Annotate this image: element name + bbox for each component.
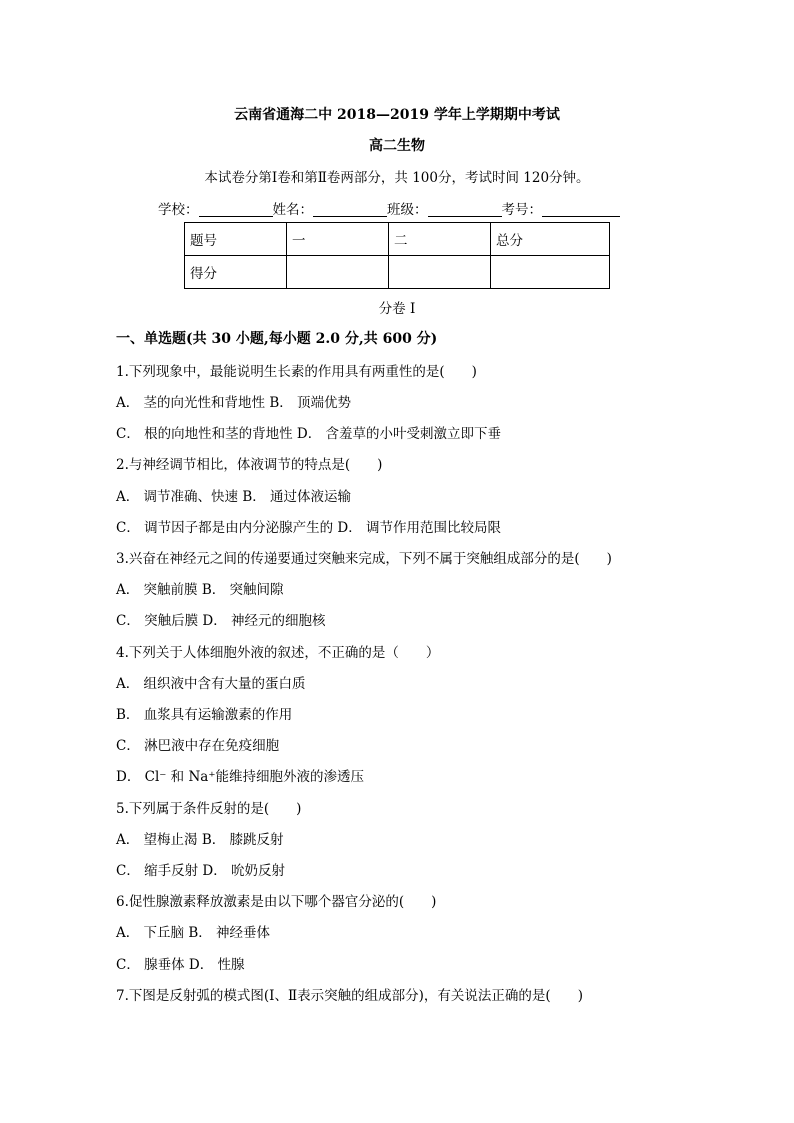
question-line: 1.下列现象中，最能说明生长素的作用具有两重性的是( ) (116, 364, 477, 380)
exam-note: 本试卷分第Ⅰ卷和第Ⅱ卷两部分，共 100分，考试时间 120分钟。 (204, 170, 590, 186)
school-label: 学校： (158, 202, 199, 218)
question-line: C． 调节因子都是由内分泌腺产生的 D． 调节作用范围比较局限 (116, 520, 502, 536)
question-line: 2.与神经调节相比，体液调节的特点是( ) (116, 457, 383, 473)
question-line: A． 茎的向光性和背地性 B． 顶端优势 (116, 395, 352, 411)
class-label: 班级： (387, 202, 428, 218)
score-cell[interactable] (491, 256, 610, 289)
question-line: C． 突触后膜 D． 神经元的细胞核 (116, 613, 326, 629)
score-table-header: 总分 (491, 223, 610, 256)
exam-no-blank[interactable] (542, 202, 620, 217)
question-line: 4.下列关于人体细胞外液的叙述，不正确的是（ ） (116, 645, 440, 661)
question-line: 7.下图是反射弧的模式图(Ⅰ、Ⅱ表示突触的组成部分)，有关说法正确的是( ) (116, 988, 583, 1004)
question-line: 6.促性腺激素释放激素是由以下哪个器官分泌的( ) (116, 894, 437, 910)
name-label: 姓名： (272, 202, 313, 218)
question-line: C． 腺垂体 D． 性腺 (116, 957, 245, 973)
exam-subject: 高二生物 (369, 138, 425, 154)
score-table (184, 222, 610, 289)
part-heading: 一、单选题(共 30 小题,每小题 2.0 分,共 600 分) (116, 331, 438, 347)
section-label: 分卷 I (378, 301, 416, 317)
exam-title: 云南省通海二中 2018—2019 学年上学期期中考试 (234, 107, 560, 123)
question-line: A． 突触前膜 B． 突触间隙 (116, 582, 284, 598)
question-line: C． 根的向地性和茎的背地性 D． 含羞草的小叶受刺激立即下垂 (116, 426, 502, 442)
exam-no-label: 考号： (501, 202, 542, 218)
question-line: A． 组织液中含有大量的蛋白质 (116, 676, 306, 692)
question-line: C． 淋巴液中存在免疫细胞 (116, 738, 280, 754)
class-blank[interactable] (428, 202, 502, 217)
score-cell[interactable] (287, 256, 389, 289)
score-table-header: 二 (389, 223, 491, 256)
score-table-header-row (185, 223, 610, 256)
student-info-row (158, 198, 620, 218)
question-line: A． 下丘脑 B． 神经垂体 (116, 925, 271, 941)
question-line: A． 调节准确、快速 B． 通过体液运输 (116, 489, 352, 505)
question-line: C． 缩手反射 D． 吮奶反射 (116, 863, 286, 879)
question-line: A． 望梅止渴 B． 膝跳反射 (116, 832, 284, 848)
score-table-score-row (185, 256, 610, 289)
score-table-header: 题号 (185, 223, 287, 256)
score-table-header: 一 (287, 223, 389, 256)
question-line: 3.兴奋在神经元之间的传递要通过突触来完成，下列不属于突触组成部分的是( ) (116, 551, 612, 567)
question-line: 5.下列属于条件反射的是( ) (116, 801, 302, 817)
school-blank[interactable] (199, 202, 273, 217)
name-blank[interactable] (313, 202, 387, 217)
question-line: D． Cl⁻ 和 Na⁺能维持细胞外液的渗透压 (116, 769, 364, 785)
question-line: B． 血浆具有运输激素的作用 (116, 707, 293, 723)
score-row-label: 得分 (185, 256, 287, 289)
score-cell[interactable] (389, 256, 491, 289)
